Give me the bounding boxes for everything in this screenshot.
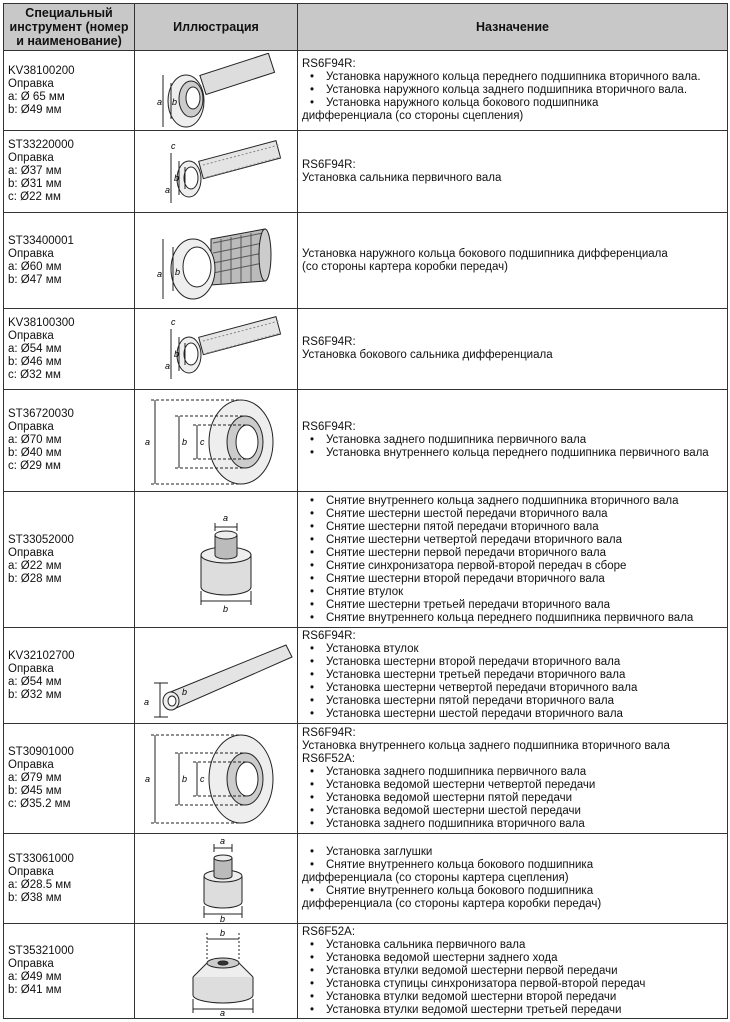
tool-cell <box>4 309 135 390</box>
purpose-bullet: • Установка заглушки <box>310 846 433 858</box>
dim-label: a <box>165 184 171 195</box>
purpose-bullet: • Снятие синхронизатора первой-второй передач в сборе <box>310 559 627 572</box>
purpose-bullet: • Установка наружного кольца заднего подшипника вторичного вала. <box>310 84 688 96</box>
purpose-bullet: • Установка сальника первичного вала <box>310 938 526 951</box>
purpose-bullet: • Установка внутреннего кольца переднего подшипника первичного вала <box>310 447 709 459</box>
dim-label: b <box>223 603 229 614</box>
tool-dim: a: Ø37 мм <box>8 165 62 177</box>
purpose-cell <box>298 924 728 1019</box>
drift-illustration <box>141 836 291 922</box>
dim-label: a <box>223 512 229 523</box>
drift-illustration <box>141 215 291 307</box>
tool-dim: a: Ø60 мм <box>8 260 62 273</box>
table-row <box>4 390 728 492</box>
tool-number: ST33400001 <box>8 234 74 247</box>
drift-illustration <box>141 53 291 129</box>
purpose-bullet: • Установка ведомой шестерни шестой передачи <box>310 804 581 817</box>
dim-label: b <box>174 348 180 359</box>
tool-type: Оправка <box>8 865 54 878</box>
illustration-cell <box>135 51 298 131</box>
purpose-bullet: • Установка заднего подшипника первичного вала <box>310 765 587 778</box>
purpose-bullet: • Снятие внутреннего кольца бокового подшипника <box>310 885 594 897</box>
purpose-bullet: • Установка ведомой шестерни заднего хода <box>310 951 558 964</box>
purpose-cell <box>298 390 728 492</box>
tool-dim: b: Ø31 мм <box>8 178 62 190</box>
special-tools-table <box>3 3 728 1019</box>
tool-dim: b: Ø28 мм <box>8 572 62 585</box>
tool-cell <box>4 213 135 309</box>
dim-label: a <box>145 436 151 447</box>
dim-label: b <box>174 172 180 183</box>
dim-label: b <box>182 686 188 697</box>
purpose-cell <box>298 628 728 724</box>
dim-label: a <box>220 835 226 846</box>
purpose-bullet: • Установка шестерни второй передачи вторичного вала <box>310 656 621 668</box>
tool-dim: b: Ø46 мм <box>8 355 62 368</box>
purpose-cell <box>298 492 728 628</box>
illustration-cell <box>135 492 298 628</box>
tool-dim: c: Ø32 мм <box>8 368 61 381</box>
tool-number: ST36720030 <box>8 408 74 420</box>
table-row <box>4 213 728 309</box>
purpose-line: RS6F94R: <box>302 336 356 348</box>
tool-dim: b: Ø41 мм <box>8 984 62 996</box>
dim-label: b <box>220 928 226 938</box>
purpose-cell <box>298 51 728 131</box>
table-row <box>4 628 728 724</box>
purpose-bullet: • Установка наружного кольца бокового подшипника <box>310 97 599 109</box>
table-row <box>4 724 728 834</box>
purpose-bullet: • Установка ступицы синхронизатора первой-второй передач <box>310 977 646 990</box>
tool-number: ST33220000 <box>8 139 74 151</box>
purpose-line: дифференциала (со стороны картера коробки передач) <box>302 898 602 910</box>
tool-type: Оправка <box>8 958 54 970</box>
purpose-bullet: • Снятие шестерни второй передачи вторичного вала <box>310 572 605 585</box>
tool-number: ST33061000 <box>8 852 74 865</box>
tool-type: Оправка <box>8 546 54 559</box>
tool-dim: b: Ø32 мм <box>8 688 62 701</box>
purpose-line: RS6F52A: <box>302 752 356 765</box>
tool-type: Оправка <box>8 329 54 342</box>
tool-cell <box>4 834 135 924</box>
tool-cell <box>4 390 135 492</box>
drift-illustration <box>141 925 291 1017</box>
dim-label: b <box>182 436 188 447</box>
purpose-bullet: • Установка шестерни третьей передачи вторичного вала <box>310 669 626 681</box>
tool-dim: c: Ø22 мм <box>8 191 61 203</box>
purpose-line: дифференциала (со стороны картера сцепления) <box>302 872 569 884</box>
table-row <box>4 834 728 924</box>
table-row <box>4 492 728 628</box>
tool-dim: b: Ø49 мм <box>8 103 62 116</box>
tool-type: Оправка <box>8 662 54 675</box>
illustration-cell <box>135 628 298 724</box>
purpose-line: Установка наружного кольца бокового подшипника дифференциала <box>302 247 668 260</box>
tool-type: Оправка <box>8 759 54 771</box>
tool-dim: c: Ø29 мм <box>8 460 61 472</box>
header-tool: Специальный инструмент (номер и наименование) <box>4 4 135 51</box>
purpose-bullet: • Установка втулок <box>310 643 419 655</box>
tool-number: ST30901000 <box>8 746 74 758</box>
drift-illustration <box>141 505 291 615</box>
purpose-bullet: • Установка заднего подшипника первичного вала <box>310 434 587 446</box>
illustration-cell <box>135 213 298 309</box>
purpose-line: RS6F94R: <box>302 58 356 70</box>
dim-label: c <box>200 773 205 784</box>
tool-dim: a: Ø54 мм <box>8 675 62 688</box>
purpose-line: RS6F94R: <box>302 726 356 739</box>
tool-number: ST35321000 <box>8 945 74 957</box>
illustration-cell <box>135 390 298 492</box>
tool-type: Оправка <box>8 247 54 260</box>
purpose-bullet: • Снятие шестерни третьей передачи вторичного вала <box>310 598 610 611</box>
dim-label: c <box>200 436 205 447</box>
purpose-line: RS6F52A: <box>302 925 356 938</box>
purpose-line: (со стороны картера коробки передач) <box>302 260 508 273</box>
purpose-bullet: • Установка заднего подшипника вторичного вала <box>310 817 585 830</box>
tool-cell <box>4 924 135 1019</box>
purpose-line: Установка внутреннего кольца заднего подшипника вторичного вала <box>302 739 670 752</box>
table-row <box>4 924 728 1019</box>
dim-label: a <box>157 268 163 279</box>
tool-dim: b: Ø40 мм <box>8 447 62 459</box>
purpose-line: Установка бокового сальника дифференциала <box>302 349 553 361</box>
purpose-bullet: • Снятие шестерни пятой передачи вторичного вала <box>310 520 599 533</box>
dim-label: b <box>182 773 188 784</box>
tool-cell <box>4 51 135 131</box>
dim-label: b <box>172 96 178 107</box>
tool-cell <box>4 724 135 834</box>
purpose-cell <box>298 309 728 390</box>
purpose-bullet: • Снятие шестерни четвертой передачи вторичного вала <box>310 533 622 546</box>
table-row <box>4 131 728 213</box>
tool-dim: a: Ø 65 мм <box>8 90 65 103</box>
tool-cell <box>4 492 135 628</box>
table-row <box>4 309 728 390</box>
purpose-cell <box>298 213 728 309</box>
tool-number: KV38100200 <box>8 64 75 77</box>
drift-illustration <box>141 311 291 388</box>
dim-label: c <box>171 140 176 151</box>
drift-illustration <box>138 631 294 721</box>
drift-illustration <box>141 727 291 831</box>
dim-label: a <box>165 360 171 371</box>
purpose-bullet: • Установка ведомой шестерни четвертой передачи <box>310 778 596 791</box>
dim-label: a <box>144 696 150 707</box>
purpose-bullet: • Установка втулки ведомой шестерни второй передачи <box>310 990 617 1003</box>
purpose-cell <box>298 834 728 924</box>
dim-label: c <box>171 316 176 327</box>
purpose-cell <box>298 724 728 834</box>
tool-number: ST33052000 <box>8 533 74 546</box>
purpose-bullet: • Установка шестерни шестой передачи вторичного вала <box>310 708 623 720</box>
tool-dim: b: Ø38 мм <box>8 891 62 904</box>
tool-number: KV32102700 <box>8 649 75 662</box>
header-illustration: Иллюстрация <box>135 4 298 51</box>
tool-dim: a: Ø49 мм <box>8 971 62 983</box>
purpose-cell <box>298 131 728 213</box>
illustration-cell <box>135 924 298 1019</box>
purpose-bullet: • Установка втулки ведомой шестерни первой передачи <box>310 964 618 977</box>
dim-label: a <box>145 773 151 784</box>
dim-label: b <box>220 913 226 922</box>
purpose-line: RS6F94R: <box>302 630 356 642</box>
tool-number: KV38100300 <box>8 316 75 329</box>
tool-type: Оправка <box>8 77 54 90</box>
dim-label: a <box>157 96 163 107</box>
tool-dim: a: Ø79 мм <box>8 772 62 784</box>
illustration-cell <box>135 309 298 390</box>
purpose-bullet: • Установка втулки ведомой шестерни третьей передачи <box>310 1003 622 1016</box>
tool-dim: a: Ø28.5 мм <box>8 878 72 891</box>
purpose-bullet: • Установка ведомой шестерни пятой передачи <box>310 791 573 804</box>
drift-illustration <box>141 133 291 211</box>
tool-dim: b: Ø45 мм <box>8 785 62 797</box>
tool-dim: a: Ø70 мм <box>8 434 62 446</box>
purpose-line: дифференциала (со стороны сцепления) <box>302 110 524 122</box>
tool-cell <box>4 131 135 213</box>
drift-illustration <box>141 392 291 490</box>
purpose-bullet: • Установка шестерни четвертой передачи вторичного вала <box>310 682 638 694</box>
purpose-bullet: • Снятие внутреннего кольца бокового подшипника <box>310 859 594 871</box>
purpose-bullet: • Установка шестерни пятой передачи вторичного вала <box>310 695 615 707</box>
purpose-line: Установка сальника первичного вала <box>302 171 502 184</box>
tool-type: Оправка <box>8 152 54 164</box>
purpose-bullet: • Снятие шестерни шестой передачи вторичного вала <box>310 507 608 520</box>
illustration-cell <box>135 724 298 834</box>
purpose-line: RS6F94R: <box>302 421 356 433</box>
illustration-cell <box>135 834 298 924</box>
purpose-bullet: • Снятие втулок <box>310 585 404 598</box>
purpose-bullet: • Снятие внутреннего кольца переднего подшипника первичного вала <box>310 611 694 624</box>
tool-dim: c: Ø35.2 мм <box>8 798 71 810</box>
purpose-bullet: • Установка наружного кольца переднего подшипника вторичного вала. <box>310 71 701 83</box>
purpose-line: RS6F94R: <box>302 158 356 171</box>
illustration-cell <box>135 131 298 213</box>
purpose-bullet: • Снятие внутреннего кольца заднего подшипника вторичного вала <box>310 494 679 507</box>
tool-dim: b: Ø47 мм <box>8 273 62 286</box>
tool-cell <box>4 628 135 724</box>
table-row <box>4 51 728 131</box>
tool-type: Оправка <box>8 421 54 433</box>
tool-dim: a: Ø54 мм <box>8 342 62 355</box>
header-purpose: Назначение <box>298 4 728 51</box>
dim-label: a <box>220 1008 226 1017</box>
tool-dim: a: Ø22 мм <box>8 559 62 572</box>
dim-label: b <box>175 266 181 277</box>
purpose-bullet: • Снятие шестерни первой передачи вторичного вала <box>310 546 607 559</box>
